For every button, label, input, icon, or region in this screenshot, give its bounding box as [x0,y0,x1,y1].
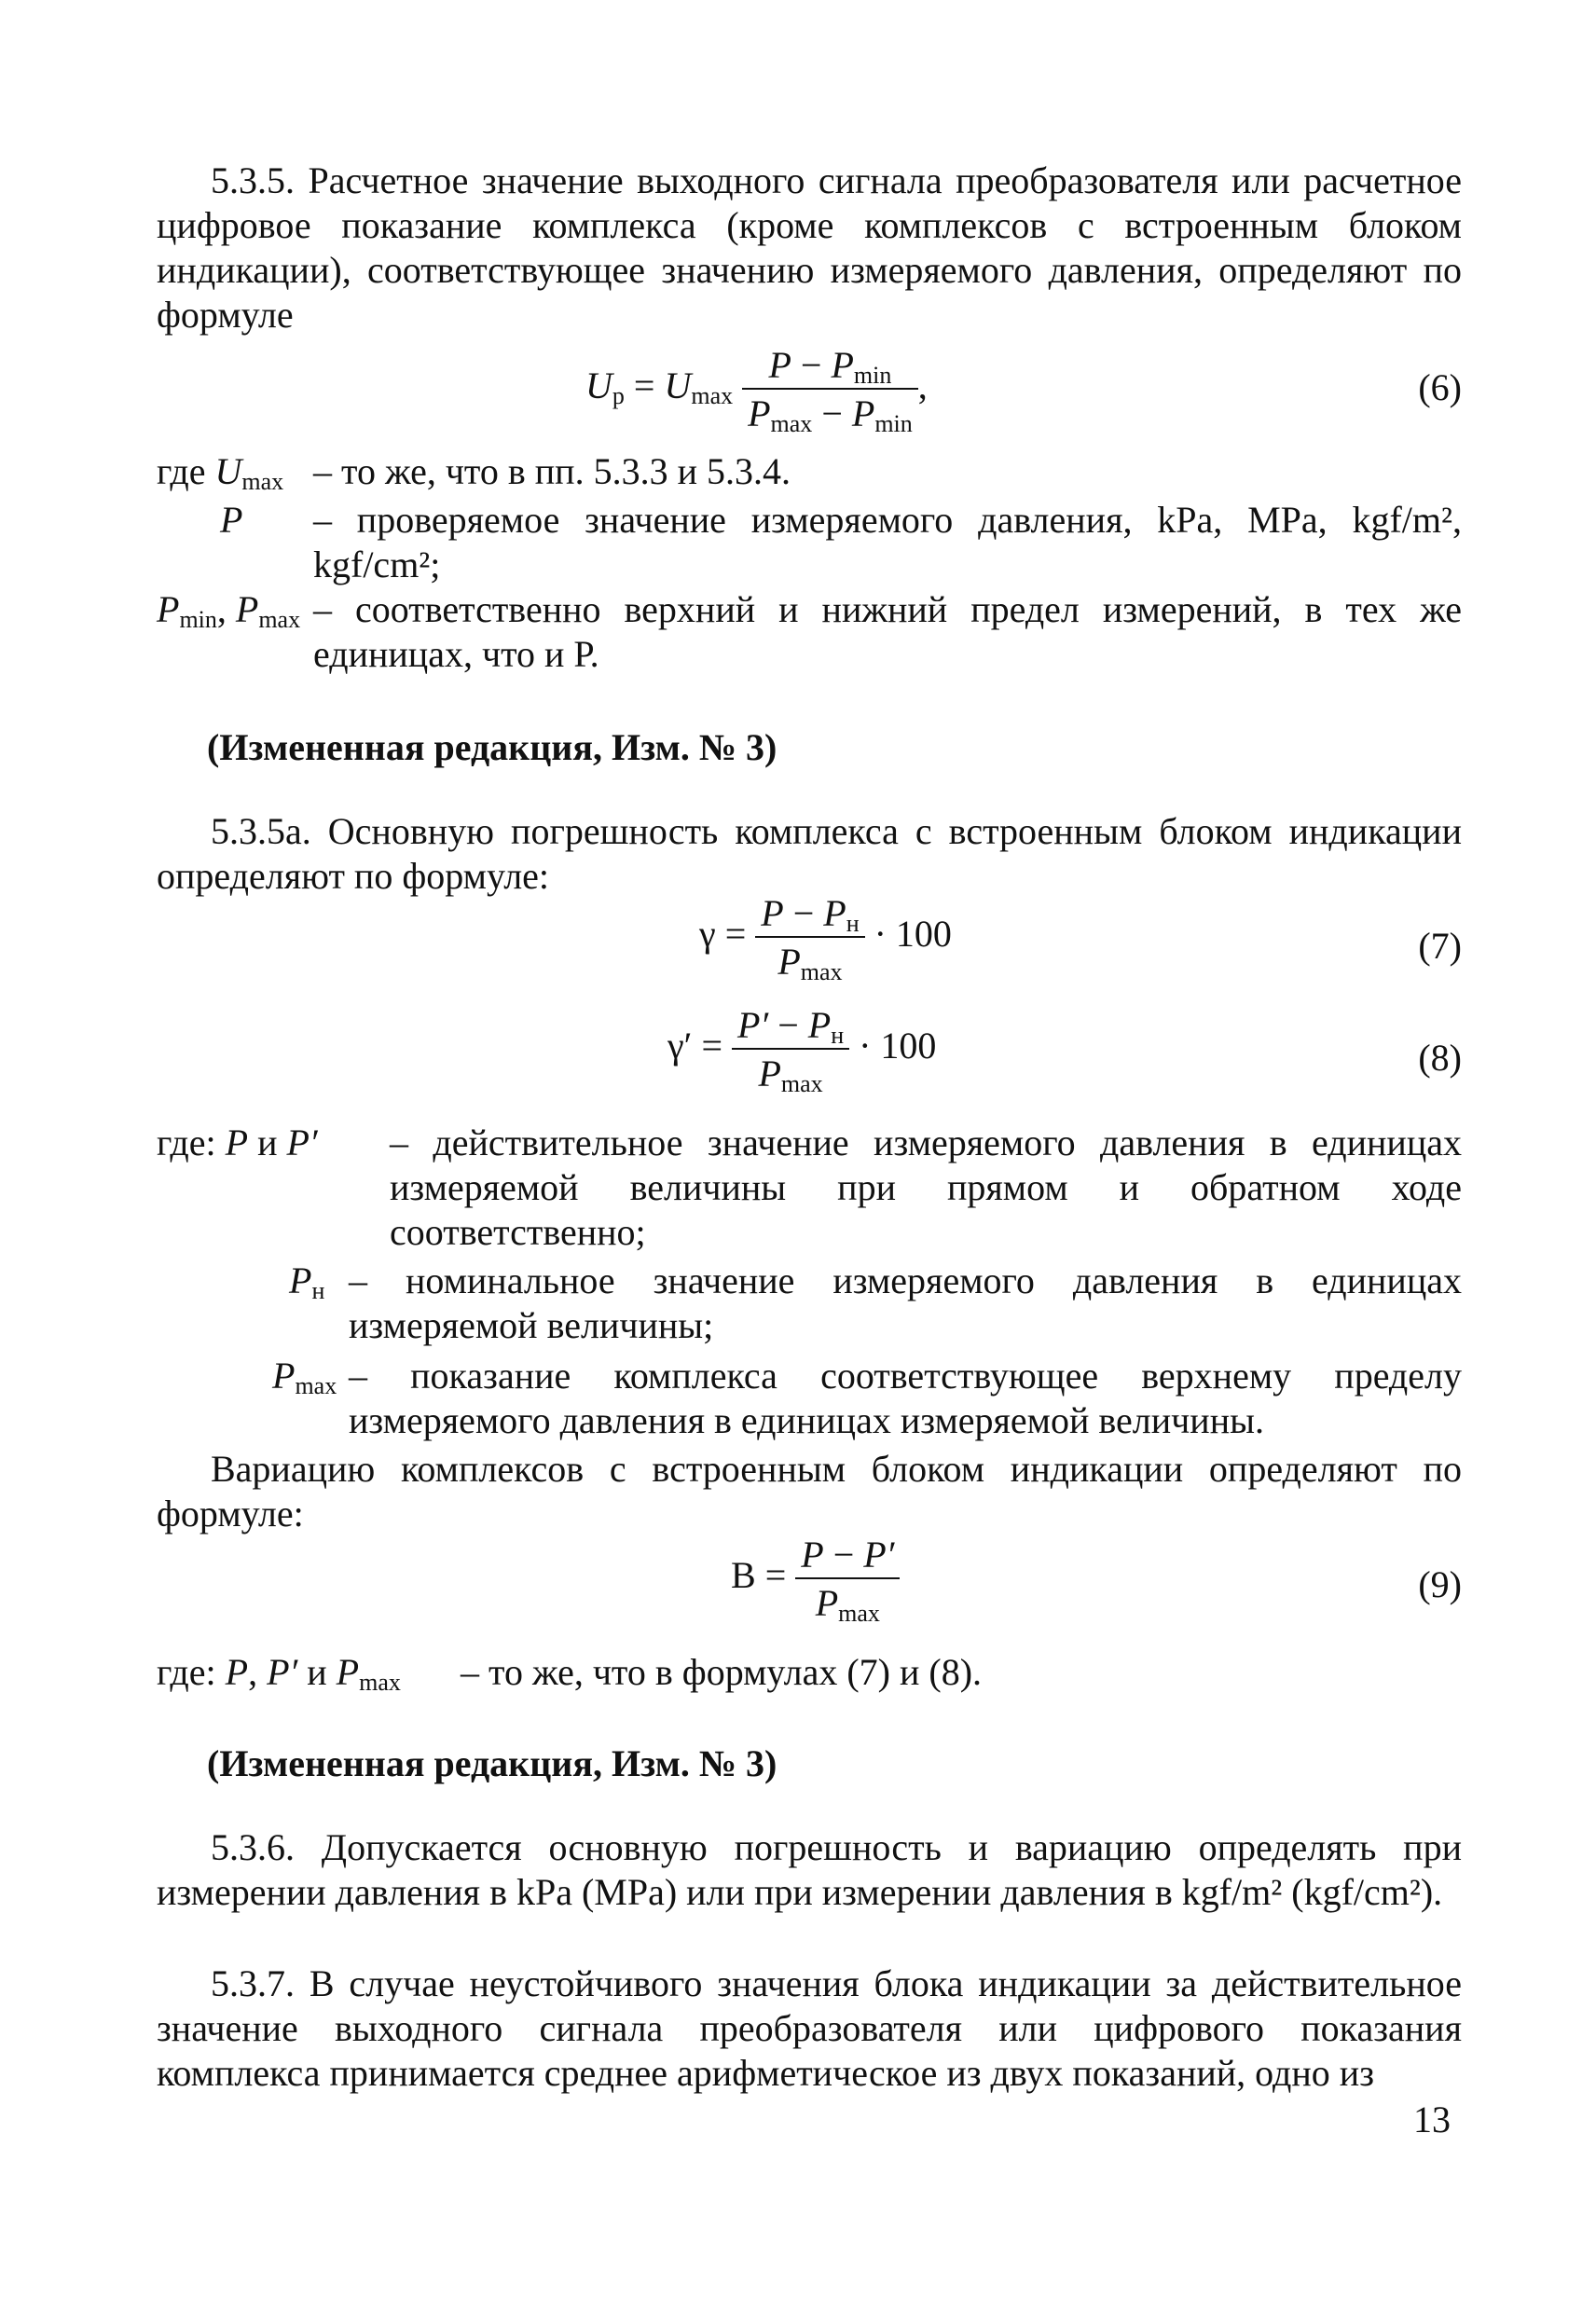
definition-pn: $P_н$ – номинальное значение измеряемого давления в единицах измеряемой величины; [289,1259,1462,1346]
paragraph-5-3-5a: 5.3.5а. Основную погрешность комплекса с встроенным блоком индикации определяют по формуле: [157,810,1462,897]
formula-8: γ′ = $\frac{P' - P_н}{P_{max}}$ · 100 [667,1004,937,1097]
amendment-note-2: (Измененная редакция, Изм. № 3) [207,1742,777,1784]
definition-formula-9: где: P, P′ и $P_{max}$ – то же, что в формулах (7) и (8). [157,1651,983,1696]
paragraph-variation: Вариацию комплексов с встроенным блоком индикации определяют по формуле: [157,1448,1462,1534]
formula-6-number: (6) [1418,366,1462,408]
definition-pmin-pmax: $P_{min}$, $P_{max}$ – соответственно верхний и нижний предел измерений, в тех же единицах, что и Р. [157,588,1462,675]
definition-pmax: $P_{max}$ – показание комплекса соответствующее верхнему пределу измеряемого давления в единицах измеряемой величины. [272,1355,1462,1441]
definition-p: P – проверяемое значение измеряемого давления, kPa, MPa, kgf/m², kgf/cm²; [220,499,1462,585]
formula-9-number: (9) [1418,1563,1462,1605]
formula-6: $U_р = U_{max}$ $\frac{P - P_{min}}{P_{max} - P_{min}}$ , [585,344,928,437]
formula-7-fraction: $\frac{P - P_н}{P_{max}}$ [755,895,864,981]
paragraph-5-3-7: 5.3.7. В случае неустойчивого значения блока индикации за действительное значение выходного сигнала преобразователя или цифрового показания комплекса принимается среднее арифметическое из двух показаний, одно из [157,1962,1462,2094]
formula-9: В = $\frac{P - P'}{P_{max}}$ [731,1536,900,1622]
formula-8-fraction: $\frac{P' - P_н}{P_{max}}$ [732,1007,849,1093]
formula-7: γ = $\frac{P - P_н}{P_{max}}$ · 100 [699,892,952,985]
page-number: 13 [1413,2099,1451,2140]
definition-p-pprime: где: P и P′ – действительное значение измеряемого давления в единицах измеряемой величины при прямом и обратном ходе соответственно; [157,1122,1462,1253]
formula-9-fraction: $\frac{P - P'}{P_{max}}$ [795,1536,900,1622]
formula-7-number: (7) [1418,925,1462,967]
paragraph-5-3-6: 5.3.6. Допускается основную погрешность и вариацию определять при измерении давления в kPa (MPa) или при измерении давления в kgf/m² (kgf/cm²). [157,1826,1462,1913]
formula-8-number: (8) [1418,1037,1462,1079]
paragraph-5-3-5: 5.3.5. Расчетное значение выходного сигнала преобразователя или расчетное цифровое показание комплекса (кроме комплексов с встроенным блоком индикации), соответствующее значению измеряемого давления, определяют по формуле [157,159,1462,336]
formula-6-fraction: $\frac{P - P_{min}}{P_{max} - P_{min}}$ [742,347,918,433]
amendment-note-1: (Измененная редакция, Изм. № 3) [207,726,777,768]
definition-umax: где $U_{max}$ – то же, что в пп. 5.3.3 и 5.3.4. [157,450,791,495]
